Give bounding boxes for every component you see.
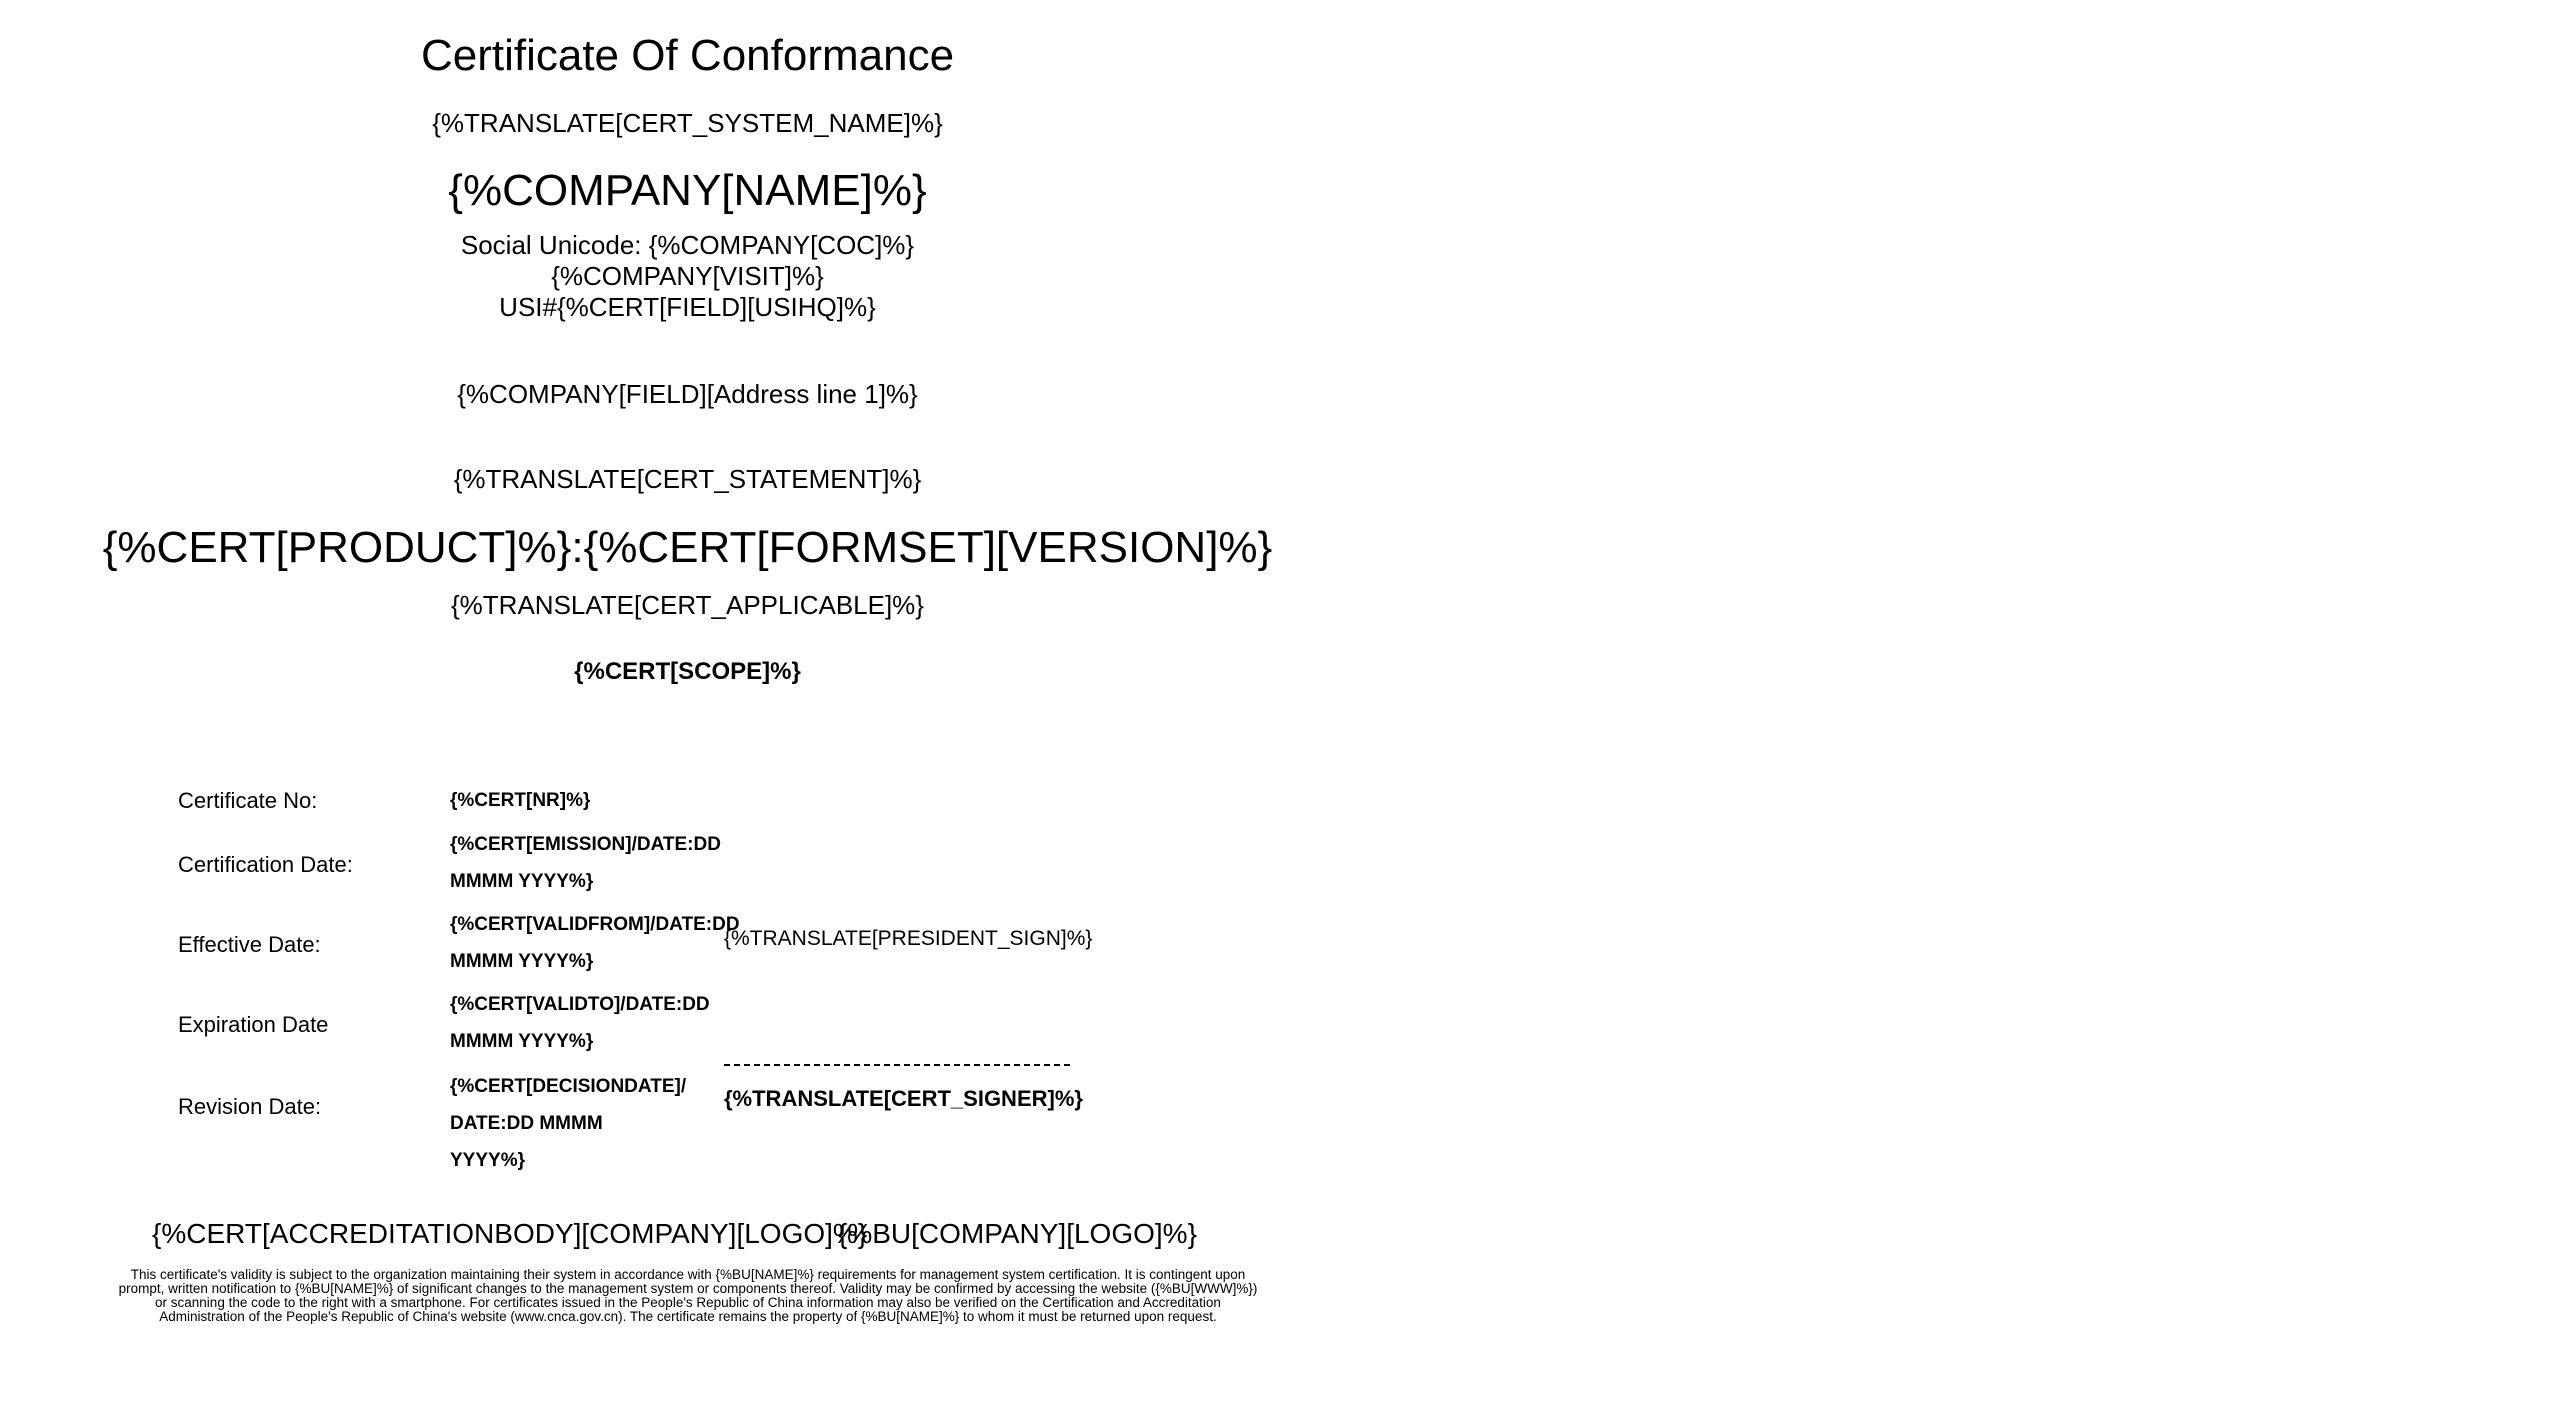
expiration-date-label: Expiration Date [178,1012,329,1037]
business-unit-logo: {%BU[COMPANY][LOGO]%} [838,1218,1197,1249]
company-visit: {%COMPANY[VISIT]%} [551,261,824,291]
cert-statement: {%TRANSLATE[CERT_STATEMENT]%} [453,464,922,494]
certification-date-value: {%CERT[EMISSION]/DATE:DD MMMM YYYY%} [450,834,721,892]
expiration-date-value: {%CERT[VALIDTO]/DATE:DD MMMM YYYY%} [450,994,710,1052]
accreditation-body-logo: {%CERT[ACCREDITATIONBODY][COMPANY][LOGO]%} [152,1218,868,1249]
usi-number: USI#{%CERT[FIELD][USIHQ]%} [499,292,876,322]
cert-product: {%CERT[PRODUCT]%}:{%CERT[FORMSET][VERSION]%} [102,523,1273,572]
certification-date-label: Certification Date: [178,852,353,877]
cert-signer: {%TRANSLATE[CERT_SIGNER]%} [724,1086,1083,1111]
certificate-no-label: Certificate No: [178,788,318,813]
revision-date-value: {%CERT[DECISIONDATE]/ DATE:DD MMMM YYYY%} [450,1076,687,1171]
cert-scope: {%CERT[SCOPE]%} [574,658,801,685]
validity-footnote: This certificate's validity is subject to the organization maintaining their system in accordance with {%BU[NAME]%} requirements for management system certification. It is contingent upon prompt, written notification to {%BU[NAME]%} of significant changes to the management system or components thereof. Validity may be confirmed by accessing the website ({%BU[WWW]%}) or scanning the code to the right with a smartphone. For certificates issued in the People's Republic of China information may also be verified on the Certification and Accreditation Administration of the People's Republic of China's website (www.cnca.gov.cn). The certificate remains the property of {%BU[NAME]%} to whom it must be returned upon request. [118,1267,1258,1324]
revision-date-label: Revision Date: [178,1094,322,1119]
president-signature: {%TRANSLATE[PRESIDENT_SIGN]%} [724,927,1093,950]
company-name: {%COMPANY[NAME]%} [448,166,927,215]
company-address: {%COMPANY[FIELD][Address line 1]%} [457,379,918,409]
certificate-title: Certificate Of Conformance [420,31,955,80]
company-info [100,230,1275,323]
certificate [100,0,1275,1405]
cert-applicable: {%TRANSLATE[CERT_APPLICABLE]%} [450,590,924,620]
social-unicode: Social Unicode: {%COMPANY[COC]%} [460,230,915,260]
signature-line [724,1064,1070,1066]
certificate-no-value: {%CERT[NR]%} [450,790,591,811]
effective-date-value: {%CERT[VALIDFROM]/DATE:DD MMMM YYYY%} [450,914,740,972]
effective-date-label: Effective Date: [178,932,321,957]
cert-system-name: {%TRANSLATE[CERT_SYSTEM_NAME]%} [432,108,943,138]
